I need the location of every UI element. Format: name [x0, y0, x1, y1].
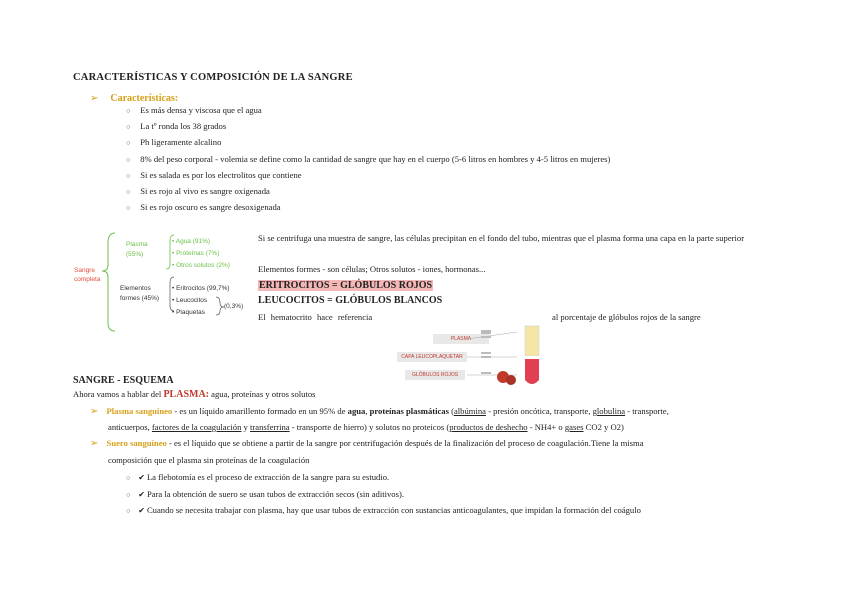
- formes-label: Elementos formes (45%): [120, 285, 160, 302]
- caract-item-text: Si es salada es por los electrolitos que contiene: [140, 169, 302, 180]
- plasma-item: Agua (91%): [175, 238, 211, 245]
- formes-pct: (0,3%): [224, 303, 244, 310]
- plasma-text: y: [241, 422, 250, 432]
- centrifuge-tube-image: [395, 322, 555, 388]
- intro-b: agua, proteínas y otros solutos: [209, 389, 316, 399]
- intro-a: Ahora vamos a hablar del: [73, 389, 164, 399]
- leucocitos-text: LEUCOCITOS = GLÓBULOS BLANCOS: [258, 295, 443, 306]
- plasma-transferrina: transferrina: [250, 422, 290, 432]
- caract-item-text: La tº ronda los 38 grados: [140, 121, 227, 132]
- plasma-proteinas: proteínas plasmáticas: [369, 406, 449, 416]
- check-item-text: Para la obtención de suero se usan tubos de extracción secos (sin aditivos).: [146, 488, 404, 499]
- caract-item: [126, 121, 226, 131]
- checkmark-icon: ✔: [138, 489, 145, 499]
- plasma-productos: productos de deshecho: [449, 422, 528, 432]
- plasma-text: - transporte,: [625, 406, 669, 416]
- plasma-text: - NH4+ o: [527, 422, 565, 432]
- caract-item: [126, 202, 281, 212]
- intro-plasma: PLASMA:: [163, 389, 210, 400]
- sangre-completa-label: Sangre completa: [74, 267, 101, 283]
- circle-bullet-icon: ○: [126, 204, 131, 213]
- arrow-bullet-icon: ➢: [90, 438, 99, 449]
- arrow-bullet-icon: ➢: [90, 406, 99, 417]
- formes-items: • Eritrocitos (99,7%) • Leucocitos • Plaquetas: [172, 285, 230, 316]
- plasma-item: Proteínas (7%): [176, 250, 220, 257]
- circle-bullet-icon: ○: [126, 490, 131, 499]
- plasma-text: - presión oncótica, transporte,: [485, 406, 593, 416]
- check-item-text: Cuando se necesita trabajar con plasma, hay que usar tubos de extracción con sustancias anticoagulantes, que impidan la formación del coágulo: [146, 505, 641, 515]
- intro-line: [73, 389, 315, 400]
- eritrocitos-highlight: ERITROCITOS = GLÓBULOS ROJOS: [259, 280, 433, 291]
- circle-bullet-icon: ○: [126, 107, 131, 115]
- plasma-head: Plasma sanguíneo: [106, 406, 173, 416]
- formes-item: Plaquetas: [176, 309, 206, 316]
- tube-drawing: [467, 322, 555, 388]
- circle-bullet-icon: ○: [126, 155, 131, 164]
- caract-heading: Características:: [110, 93, 179, 104]
- plasma-factores: factores de la coagulación: [151, 422, 242, 432]
- tube-label-capa: CAPA LEUCOPLAQUETAR: [397, 352, 467, 362]
- page-title: CARACTERÍSTICAS Y COMPOSICIÓN DE LA SANGRE: [73, 72, 353, 83]
- plasma-text: (: [448, 406, 454, 416]
- plasma-text: ,: [365, 406, 370, 416]
- formes-item: Leucocitos: [176, 297, 208, 304]
- centrifuge-paragraph: Si se centrifuga una muestra de sangre, las células precipitan en el fondo del tubo, mientras que el plasma forma una capa en la parte superior: [258, 233, 745, 243]
- caract-item: [126, 105, 262, 115]
- plasma-albumina: albúmina: [453, 406, 486, 416]
- check-item: [126, 472, 389, 482]
- hematocrito-text-b: al porcentaje de glóbulos rojos de la sangre: [552, 312, 701, 322]
- circle-bullet-icon: ○: [126, 123, 131, 132]
- hematocrito-text-a: El hematocrito hace referencia: [258, 312, 373, 322]
- plasma-label: Plasma (55%): [126, 241, 148, 258]
- plasma-agua: agua: [347, 406, 366, 416]
- plasma-gases: gases: [564, 422, 584, 432]
- caract-item-text: Si es rojo al vivo es sangre oxigenada: [140, 186, 270, 196]
- checkmark-icon: ✔: [138, 473, 145, 482]
- suero-line1: [90, 438, 644, 449]
- check-item: [126, 505, 641, 515]
- caract-item-text: Ph ligeramente alcalino: [140, 137, 222, 148]
- caract-item-text: Si es rojo oscuro es sangre desoxigenada: [140, 202, 281, 213]
- plasma-text: - transporte de hierro) y solutos no proteicos (: [289, 422, 450, 432]
- circle-bullet-icon: ○: [126, 507, 131, 515]
- plasma-item: Otros solutos (2%): [176, 262, 230, 269]
- caract-item: [126, 170, 302, 180]
- caract-item: [126, 186, 270, 196]
- tube-label-plasma: PLASMA: [433, 334, 489, 344]
- plasma-sanguineo-line1: [90, 406, 669, 417]
- elementos-formes-text: Elementos formes - son células; Otros solutos - iones, hormonas...: [258, 264, 486, 274]
- checkmark-icon: ✔: [138, 506, 145, 515]
- suero-head: Suero sanguíneo: [106, 438, 167, 448]
- esquema-title: SANGRE - ESQUEMA: [73, 375, 174, 386]
- arrow-bullet-icon: ➢: [90, 93, 99, 104]
- tube-label-globulos: GLÓBULOS ROJOS: [405, 370, 465, 380]
- plasma-text: anticuerpos,: [108, 422, 152, 432]
- circle-bullet-icon: ○: [126, 139, 131, 148]
- caract-item: [126, 137, 221, 147]
- circle-bullet-icon: ○: [126, 171, 131, 180]
- plasma-text: CO2 y O2): [583, 422, 624, 432]
- suero-text: - es el líquido que se obtiene a partir de la sangre por centrifugación después de la finalización del proceso de coagulación.Tiene la misma: [166, 438, 644, 448]
- formes-item: Eritrocitos (99,7%): [176, 285, 230, 292]
- circle-bullet-icon: ○: [126, 474, 131, 482]
- check-item-text: La flebotomía es el proceso de extracción de la sangre para su estudio.: [146, 472, 390, 482]
- caract-item-text: 8% del peso corporal - volemia se define como la cantidad de sangre que hay en el cuerpo (5-6 litros en hombres y 4-5 litros en mujeres): [140, 153, 611, 164]
- circle-bullet-icon: ○: [126, 188, 131, 196]
- plasma-text: - es un líquido amarillento formado en un 95% de: [172, 406, 348, 416]
- plasma-items: • Agua (91%) • Proteínas (7%) • Otros solutos (2%): [172, 238, 230, 269]
- suero-line2: composición que el plasma sin proteínas de la coagulación: [108, 455, 310, 465]
- caract-item-text: Es más densa y viscosa que el agua: [140, 105, 262, 115]
- caract-heading-row: [90, 88, 178, 106]
- plasma-globulina: globulina: [592, 406, 626, 416]
- caract-item: [126, 154, 610, 164]
- check-item: [126, 489, 404, 499]
- plasma-sanguineo-line2: [108, 422, 624, 432]
